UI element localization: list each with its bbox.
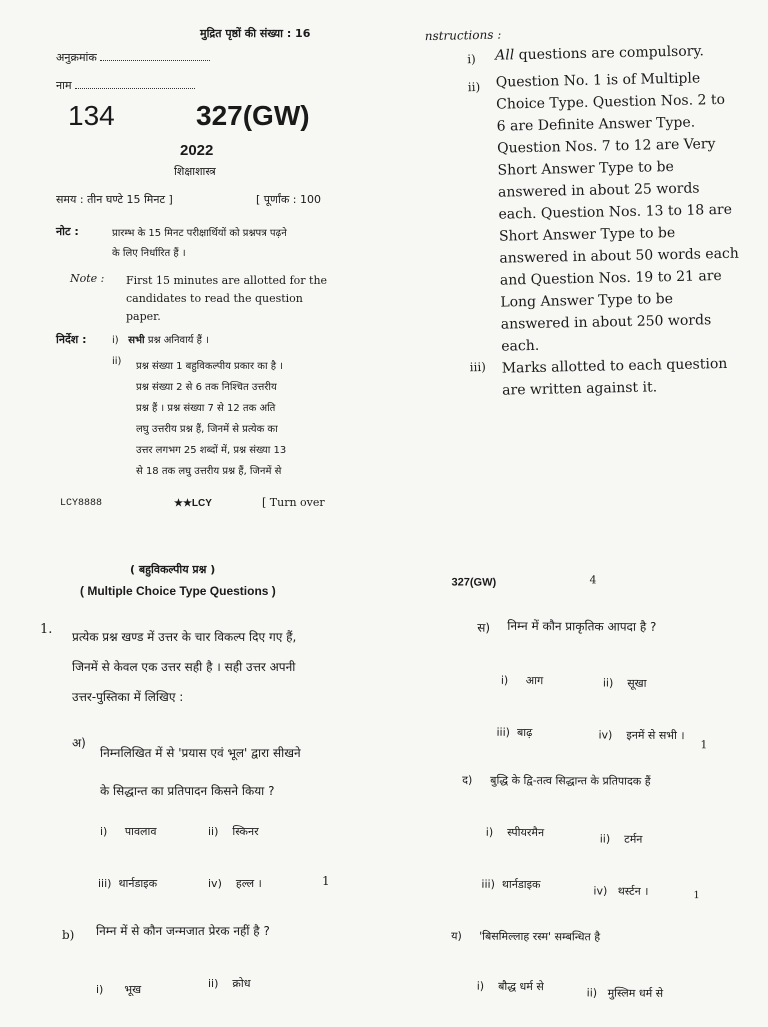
paper-code-right: 327(GW) [196, 100, 310, 131]
text: ii) [208, 977, 219, 990]
instr-line: प्रश्न संख्या 2 से 6 तक निश्चित उत्तरीय [136, 382, 277, 393]
qb-label: b) [62, 928, 75, 942]
instr-hi-ii [136, 356, 286, 482]
instr-iii-num: iii) [469, 359, 487, 375]
instr-line: प्रश्न हैं । प्रश्न संख्या 7 से 12 तक अति [136, 403, 276, 414]
text: आग [525, 673, 544, 688]
text: थार्नडाइक [501, 877, 541, 892]
instructions-hi-label: निर्देश : [56, 333, 87, 346]
section-title-en: ( Multiple Choice Type Questions ) [80, 584, 276, 598]
note-en-line: candidates to read the question [126, 292, 303, 305]
instructions-heading: nstructions : [424, 27, 502, 44]
text: स्पीयरमैन [507, 825, 545, 840]
note-hi-line: प्रारम्भ के 15 मिनट परीक्षार्थियों को प्रश्नपत्र पढ़ने [112, 228, 287, 239]
qd-option [481, 877, 540, 892]
time-allowed: समय : तीन घण्टे 15 मिनट ] [56, 193, 173, 206]
instr-line: Marks allotted to each question [501, 355, 728, 377]
instr-ii-num: ii) [467, 80, 481, 95]
text: i) [100, 825, 108, 838]
cover-page [0, 0, 384, 520]
instr-hi-i [112, 332, 209, 346]
footer-mark: ★★LCY [174, 498, 212, 509]
note-hi-line: के लिए निर्धारित हैं । [112, 248, 186, 259]
qy-option [587, 985, 664, 1001]
text: iii) [481, 877, 495, 891]
roll-no-field [56, 50, 210, 65]
note-en-line: paper. [126, 310, 161, 323]
text: ii) [602, 676, 614, 690]
note-hi [112, 224, 287, 264]
header-code: 327(GW) [451, 576, 497, 589]
q1-line: जिनमें से केवल एक उत्तर सही है । सही उत्तर अपनी [72, 660, 296, 674]
text: थर्स्टन । [617, 884, 649, 898]
qs-text: निम्न में कौन प्राकृतिक आपदा है ? [507, 618, 657, 634]
instr-line: Question Nos. 7 to 12 are Very [496, 136, 716, 157]
note-hi-label: नोट : [56, 225, 79, 238]
text: टर्मन [624, 832, 643, 846]
qd-option [486, 825, 544, 840]
qd-marks: 1 [693, 890, 700, 902]
name-field [56, 78, 195, 93]
text: इनमें से सभी । [626, 728, 685, 743]
instr-line: Long Answer Type to be [500, 291, 674, 311]
item-text: प्रश्न अनिवार्य हैं । [147, 335, 209, 346]
qb-option [96, 982, 141, 997]
exam-year: 2022 [180, 142, 214, 159]
item-text: questions are compulsory. [518, 43, 705, 64]
qd-option [600, 832, 643, 847]
instr-line: answered in about 250 words [500, 312, 712, 333]
instr-line: Choice Type. Question Nos. 2 to [496, 91, 726, 113]
text: बाढ़ [516, 725, 533, 740]
text: हल्ल । [235, 877, 262, 890]
qs-label: स) [477, 620, 491, 635]
instr-i-num: i) [467, 52, 476, 67]
bold-word: सभी [128, 335, 145, 346]
instr-i [495, 43, 704, 63]
qs-option [598, 728, 684, 744]
instr-line: Question No. 1 is of Multiple [495, 70, 701, 91]
qd-option [593, 883, 648, 898]
instr-line: and Question Nos. 19 to 21 are [499, 267, 722, 289]
text: स्किनर [232, 825, 259, 838]
turn-over: [ Turn over [262, 496, 325, 509]
qa-option [208, 824, 259, 839]
qy-label: य) [451, 929, 462, 943]
roll-no-label: अनुक्रमांक [56, 51, 97, 64]
instr-line: से 18 तक लघु उत्तरीय प्रश्न हैं, जिनमें से [136, 466, 282, 477]
text: बौद्ध धर्म से [498, 979, 544, 994]
page-number: 4 [589, 573, 597, 587]
instr-line: each. Question Nos. 13 to 18 are [498, 201, 733, 223]
qd-label: द) [462, 773, 473, 787]
mcq-page-right [380, 520, 768, 1027]
instr-line: उत्तर लगभग 25 शब्दों में, प्रश्न संख्या 13 [136, 445, 287, 456]
instr-line: answered in about 25 words [497, 180, 700, 201]
italic-word: All [495, 47, 515, 64]
qa-option [98, 876, 157, 891]
instr-line: लघु उत्तरीय प्रश्न हैं, जिनमें से प्रत्येक का [136, 424, 278, 435]
instr-line: Short Answer Type to be [498, 224, 676, 245]
qa-text [100, 734, 301, 810]
text: भूख [124, 983, 142, 996]
qs-option [501, 673, 543, 688]
note-en-line: First 15 minutes are allotted for the [126, 274, 328, 287]
qy-option [477, 979, 544, 994]
instr-ii [496, 67, 741, 358]
note-en-label: Note : [70, 272, 105, 285]
text: iii) [98, 877, 112, 890]
text: पावलाव [124, 825, 157, 838]
text: थार्नडाइक [118, 877, 158, 890]
text: ii) [599, 832, 611, 846]
qa-line: के सिद्धान्त का प्रतिपादन किसने किया ? [100, 784, 275, 798]
qa-marks: 1 [322, 874, 330, 888]
instructions-page [384, 0, 768, 520]
qs-option [496, 725, 532, 740]
qa-label: अ) [72, 736, 86, 750]
instr-line: प्रश्न संख्या 1 बहुविकल्पीय प्रकार का है । [136, 361, 284, 372]
text: iii) [496, 725, 511, 739]
text: मुस्लिम धर्म से [607, 986, 664, 1000]
text: ii) [586, 986, 598, 1000]
qa-option [100, 824, 156, 839]
instr-line: 6 are Definite Answer Type. [496, 114, 696, 135]
printed-pages: मुद्रित पृष्ठों की संख्या : 16 [200, 27, 311, 40]
paper-code-left: 134 [68, 100, 115, 131]
qy-text: 'बिसमिल्लाह रस्म' सम्बन्धित है [479, 929, 601, 944]
instr-line: answered in about 50 words each [499, 245, 739, 267]
qa-line: निम्नलिखित में से 'प्रयास एवं भूल' द्वारा सीखने [100, 746, 301, 760]
mcq-page-left [0, 520, 384, 1024]
name-label: नाम [56, 79, 72, 92]
instr-line: are written against it. [502, 379, 658, 399]
text: सूखा [627, 676, 647, 690]
text: iv) [598, 728, 613, 742]
q1-number: 1. [40, 622, 53, 637]
qb-option [208, 976, 250, 991]
text: iv) [208, 877, 222, 890]
text: iv) [593, 884, 608, 898]
text: i) [485, 825, 494, 839]
q1-line: उत्तर-पुस्तिका में लिखिए : [72, 690, 184, 704]
instr-line: each. [501, 337, 540, 355]
text: i) [96, 983, 104, 996]
q1-line: प्रत्येक प्रश्न खण्ड में उत्तर के चार विकल्प दिए गए हैं, [72, 630, 297, 644]
qs-option [603, 676, 647, 691]
instr-line: Short Answer Type to be [497, 158, 674, 179]
qb-text: निम्न में से कौन जन्मजात प्रेरक नहीं है ? [96, 924, 270, 938]
note-en [126, 272, 327, 326]
q1-text [72, 622, 296, 712]
item-number: i) [112, 335, 119, 346]
instr-hi-ii-num: ii) [112, 356, 122, 367]
qd-text: बुद्धि के द्वि-तत्व सिद्धान्त के प्रतिपादक हैं [490, 773, 651, 788]
subject: शिक्षाशास्त्र [174, 165, 216, 178]
qs-marks: 1 [700, 738, 708, 752]
text: क्रोध [232, 977, 251, 990]
text: i) [476, 979, 485, 993]
qa-option [208, 876, 262, 891]
section-title-hi: ( बहुविकल्पीय प्रश्न ) [130, 563, 216, 576]
text: ii) [208, 825, 219, 838]
instr-iii [502, 353, 728, 402]
max-marks: [ पूर्णांक : 100 [256, 193, 321, 206]
footer-code: LCY8888 [60, 498, 103, 509]
text: i) [500, 673, 509, 687]
